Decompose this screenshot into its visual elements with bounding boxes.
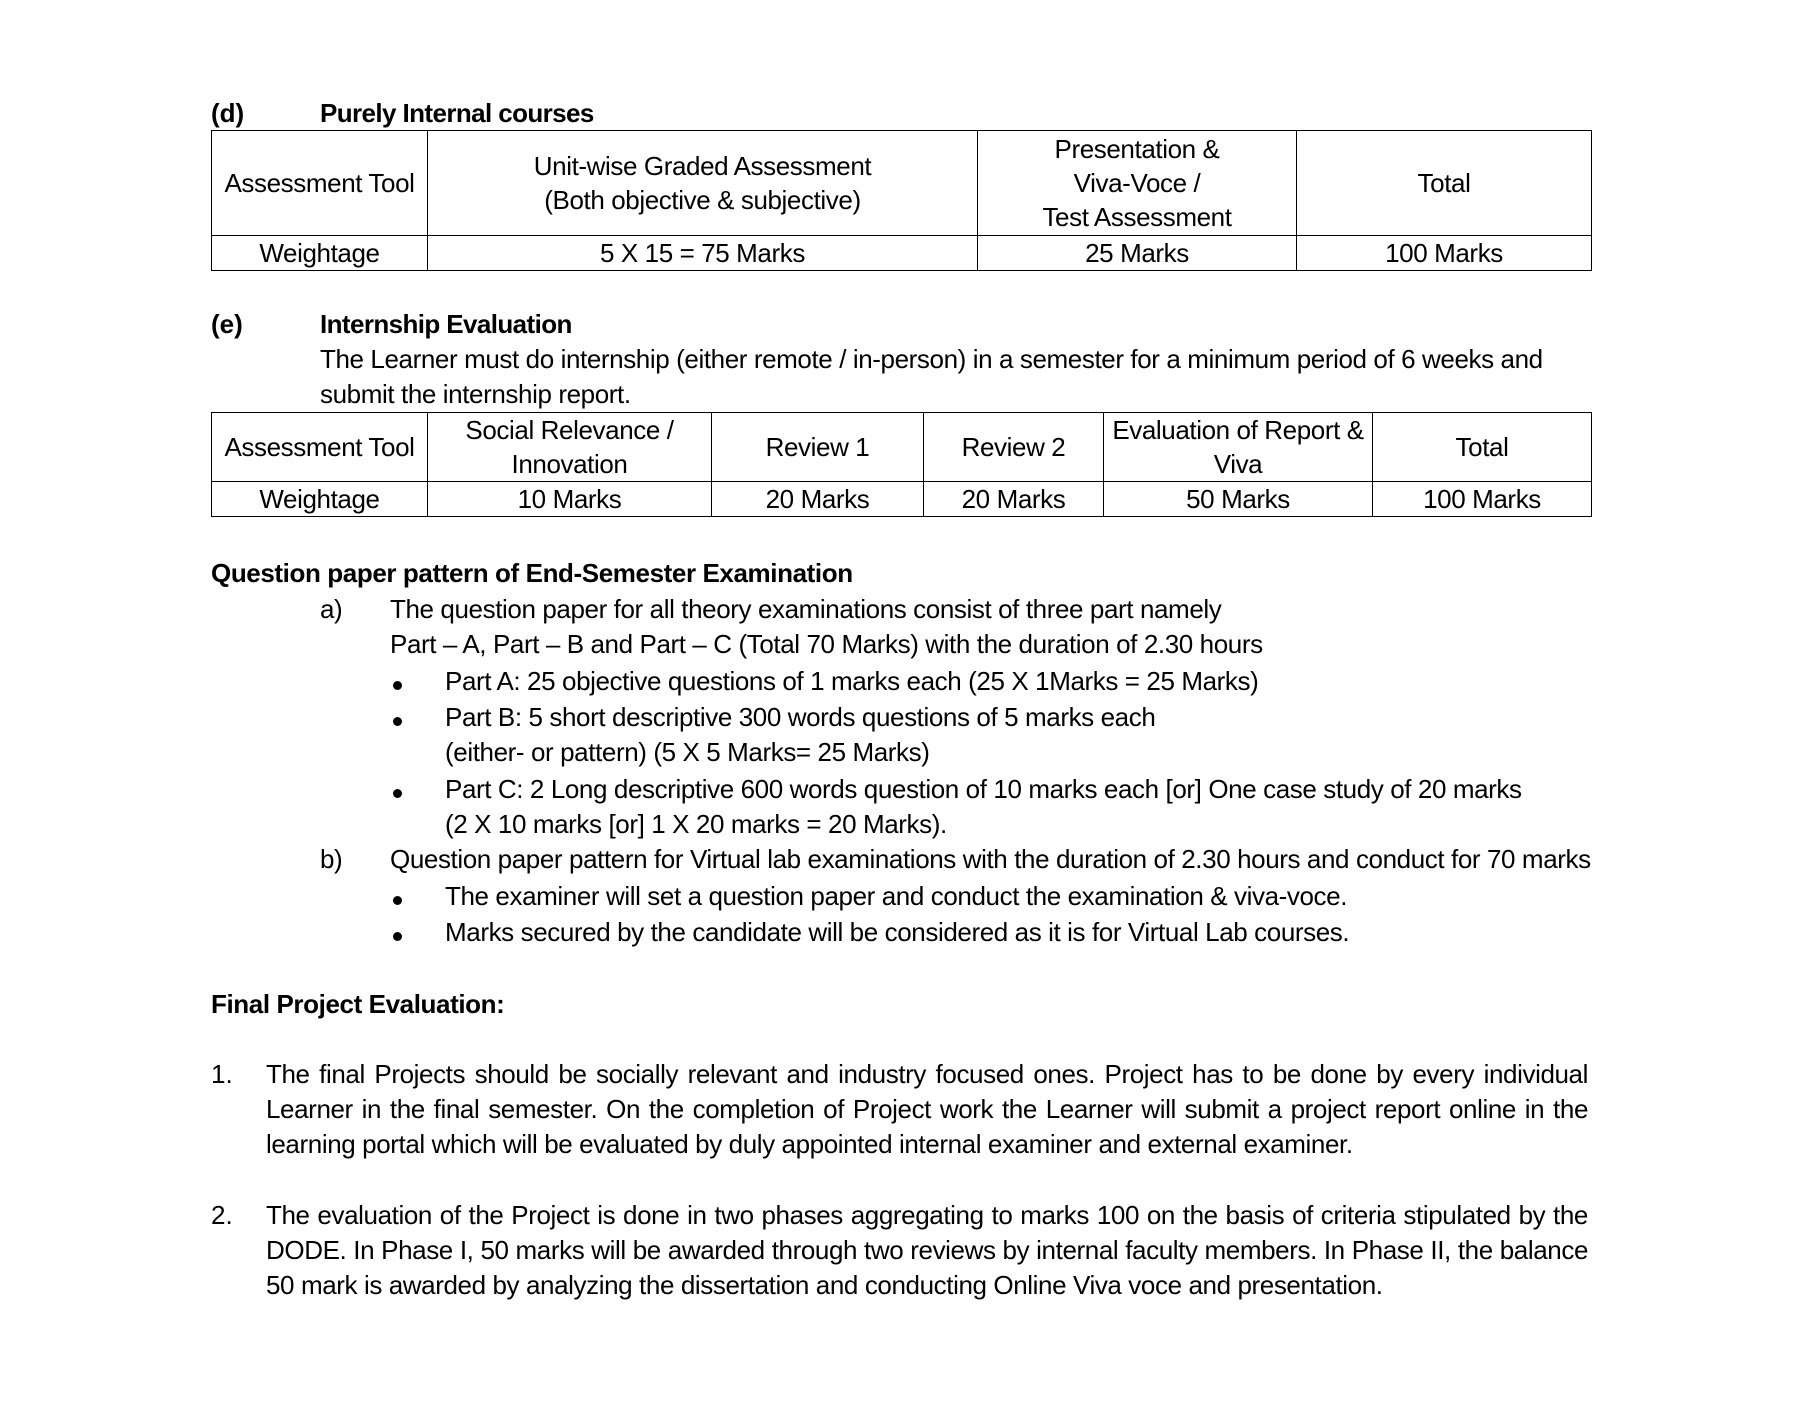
bullet-icon [393,896,402,905]
item-b-bullet1: The examiner will set a question paper and conduct the examination & viva-voce. [445,881,1348,911]
item-a-bullet2-line1: Part B: 5 short descriptive 300 words questions of 5 marks each [445,702,1156,732]
table-header-row [212,413,1592,482]
header-unit-line1: Unit-wise Graded Assessment [533,151,872,181]
header-cell-review1: Review 1 [712,413,924,482]
item-b-bullet2: Marks secured by the candidate will be considered as it is for Virtual Lab courses. [445,917,1350,947]
header-cell-tool: Assessment Tool [212,131,428,236]
header-pres-line1: Presentation & [1054,134,1220,164]
cell-pres-marks: 25 Marks [978,236,1297,271]
header-eval-line2: Viva [1213,449,1263,479]
final-project-item-2-text: The evaluation of the Project is done in two phases aggregating to marks 100 on the basis of criteria stipulated by the DODE. In Phase I, 50 marks will be awarded through two reviews by internal faculty members. In Phase II, the balance 50 mark is awarded by analyzing the dissertation and conducting Online Viva voce and presentation. [266,1200,1588,1300]
header-eval-line1: Evaluation of Report & [1112,415,1364,445]
final-project-item-1-marker: 1. [211,1059,233,1089]
header-cell-unit-assessment [428,131,978,236]
header-pres-line3: Test Assessment [1042,202,1232,232]
table-row [212,236,1592,271]
item-a-bullet2-line2: (either- or pattern) (5 X 5 Marks= 25 Marks) [445,737,930,767]
cell-weightage: Weightage [212,482,428,517]
cell-weightage: Weightage [212,236,428,271]
bullet-icon [393,681,402,690]
cell-total-marks: 100 Marks [1297,236,1592,271]
header-social-line1: Social Relevance / [465,415,674,445]
header-unit-line2: (Both objective & subjective) [544,185,861,215]
item-a-marker: a) [320,594,343,624]
table-row [212,482,1592,517]
internal-courses-table [211,130,1592,271]
header-cell-review2: Review 2 [924,413,1104,482]
cell-review1-marks: 20 Marks [712,482,924,517]
section-e-title: Internship Evaluation [320,309,572,339]
final-project-heading: Final Project Evaluation: [211,989,505,1019]
cell-unit-marks: 5 X 15 = 75 Marks [428,236,978,271]
header-pres-line2: Viva-Voce / [1073,168,1201,198]
internship-evaluation-table [211,412,1592,517]
header-cell-social-relevance [428,413,712,482]
item-a-bullet1: Part A: 25 objective questions of 1 marks each (25 X 1Marks = 25 Marks) [445,666,1259,696]
header-cell-tool: Assessment Tool [212,413,428,482]
section-e-description-line1: The Learner must do internship (either remote / in-person) in a semester for a minimum period of 6 weeks and [320,344,1543,374]
header-cell-presentation [978,131,1297,236]
section-e-label: (e) [211,309,243,339]
header-social-line2: Innovation [511,449,628,479]
question-paper-heading: Question paper pattern of End-Semester Examination [211,558,853,588]
final-project-item-1-text: The final Projects should be socially relevant and industry focused ones. Project has to be done by every individual Learner in the final semester. On the completion of Project work the Learner will submit a project report online in the learning portal which will be evaluated by duly appointed internal examiner and external examiner. [266,1059,1588,1159]
item-b-line1: Question paper pattern for Virtual lab examinations with the duration of 2.30 hours and conduct for 70 marks [390,844,1591,874]
bullet-icon [393,789,402,798]
section-e-description-line2: submit the internship report. [320,379,631,409]
item-a-line2: Part – A, Part – B and Part – C (Total 70 Marks) with the duration of 2.30 hours [390,629,1263,659]
final-project-item-2-marker: 2. [211,1200,233,1230]
item-a-bullet3-line2: (2 X 10 marks [or] 1 X 20 marks = 20 Marks). [445,809,947,839]
header-cell-evaluation [1104,413,1373,482]
section-d-title: Purely Internal courses [320,98,594,128]
header-cell-total: Total [1297,131,1592,236]
bullet-icon [393,932,402,941]
section-d-label: (d) [211,98,245,128]
cell-social-marks: 10 Marks [428,482,712,517]
cell-eval-marks: 50 Marks [1104,482,1373,517]
item-a-bullet3-line1: Part C: 2 Long descriptive 600 words question of 10 marks each [or] One case study of 20 marks [445,774,1522,804]
bullet-icon [393,717,402,726]
cell-total-marks: 100 Marks [1373,482,1592,517]
header-cell-total: Total [1373,413,1592,482]
item-b-marker: b) [320,844,343,874]
table-header-row [212,131,1592,236]
item-a-line1: The question paper for all theory examinations consist of three part namely [390,594,1222,624]
cell-review2-marks: 20 Marks [924,482,1104,517]
